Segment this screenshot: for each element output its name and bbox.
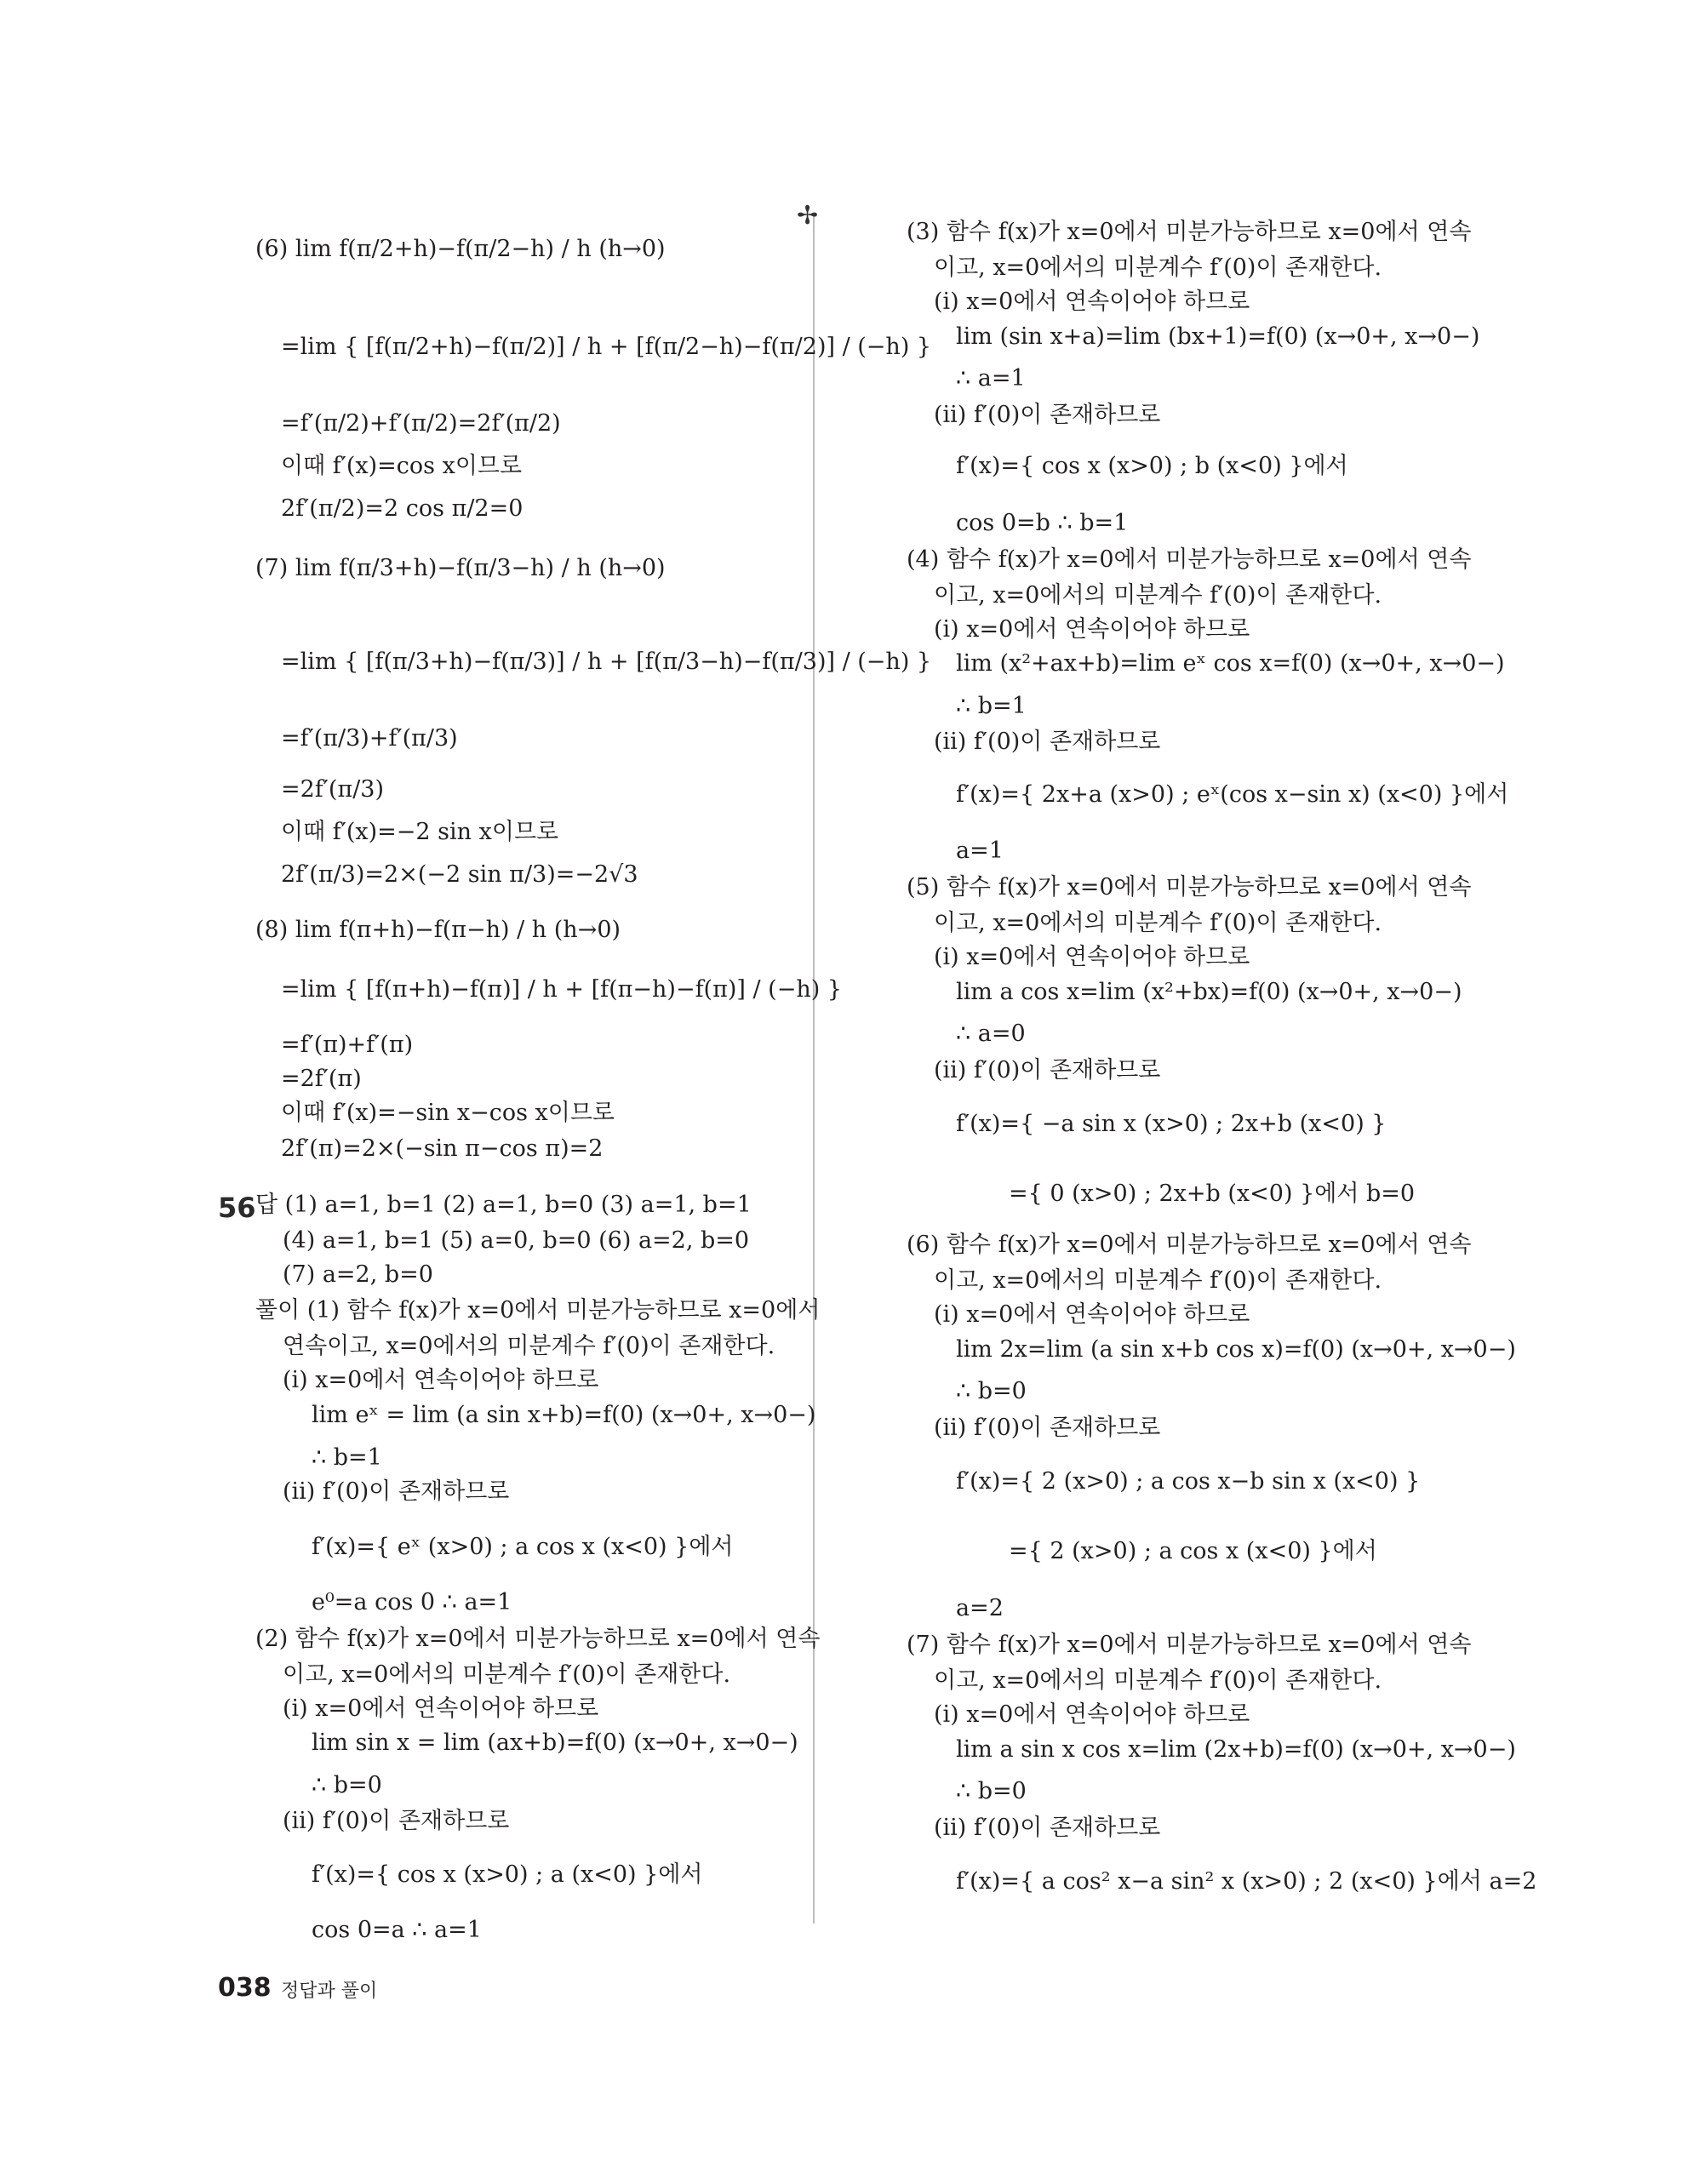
solution-line: =2f′(π) bbox=[281, 1066, 362, 1092]
solution-line: (ⅰ) x=0에서 연속이어야 하므로 bbox=[934, 944, 1250, 970]
solution-line: lim eˣ = lim (a sin x+b)=f(0) (x→0+, x→0−) bbox=[312, 1402, 816, 1428]
solution-line: =lim { [f(π+h)−f(π)] / h + [f(π−h)−f(π)] / (−h) } bbox=[281, 976, 843, 1003]
solution-line: =f′(π/2)+f′(π/2)=2f′(π/2) bbox=[281, 410, 561, 437]
solution-line: 이고, x=0에서의 미분계수 f′(0)이 존재한다. bbox=[934, 582, 1382, 609]
solution-line: lim sin x = lim (ax+b)=f(0) (x→0+, x→0−) bbox=[312, 1729, 798, 1756]
solution-line: (2) 함수 f(x)가 x=0에서 미분가능하므로 x=0에서 연속 bbox=[255, 1626, 821, 1652]
solution-line: (6) 함수 f(x)가 x=0에서 미분가능하므로 x=0에서 연속 bbox=[907, 1232, 1472, 1258]
solution-line: 이고, x=0에서의 미분계수 f′(0)이 존재한다. bbox=[283, 1661, 731, 1688]
solution-line: 답 (1) a=1, b=1 (2) a=1, b=0 (3) a=1, b=1 bbox=[255, 1192, 752, 1218]
solution-line: (ⅱ) f′(0)이 존재하므로 bbox=[283, 1478, 510, 1505]
solution-line: =f′(π/3)+f′(π/3) bbox=[281, 725, 458, 752]
solution-line: cos 0=b ∴ b=1 bbox=[956, 510, 1129, 536]
solution-line: (ⅱ) f′(0)이 존재하므로 bbox=[934, 729, 1161, 755]
solution-line: (6) lim f(π/2+h)−f(π/2−h) / h (h→0) bbox=[255, 236, 666, 262]
solution-line: (3) 함수 f(x)가 x=0에서 미분가능하므로 x=0에서 연속 bbox=[907, 219, 1472, 245]
solution-line: lim (sin x+a)=lim (bx+1)=f(0) (x→0+, x→0−) bbox=[956, 323, 1480, 350]
solution-line: (7) 함수 f(x)가 x=0에서 미분가능하므로 x=0에서 연속 bbox=[907, 1632, 1472, 1658]
solution-line: (ⅰ) x=0에서 연속이어야 하므로 bbox=[934, 1701, 1250, 1728]
solution-line: (ⅰ) x=0에서 연속이어야 하므로 bbox=[283, 1695, 599, 1722]
question-number: 56 bbox=[218, 1192, 256, 1224]
solution-line: f′(x)={ 2 (x>0) ; a cos x−b sin x (x<0) } bbox=[956, 1468, 1421, 1495]
solution-line: 이때 f′(x)=cos x이므로 bbox=[281, 453, 523, 479]
solution-line: (4) 함수 f(x)가 x=0에서 미분가능하므로 x=0에서 연속 bbox=[907, 546, 1472, 573]
solution-line: 2f′(π/3)=2×(−2 sin π/3)=−2√3 bbox=[281, 861, 638, 888]
solution-line: f′(x)={ a cos² x−a sin² x (x>0) ; 2 (x<0) }에서 a=2 bbox=[956, 1868, 1537, 1895]
page-number: 038 bbox=[218, 1973, 272, 2003]
solution-line: ∴ b=0 bbox=[956, 1778, 1027, 1804]
solution-line: cos 0=a ∴ a=1 bbox=[312, 1917, 482, 1943]
solution-line: f′(x)={ −a sin x (x>0) ; 2x+b (x<0) } bbox=[956, 1111, 1387, 1137]
solution-line: f′(x)={ eˣ (x>0) ; a cos x (x<0) }에서 bbox=[312, 1534, 734, 1560]
solution-line: ={ 2 (x>0) ; a cos x (x<0) }에서 bbox=[1009, 1538, 1377, 1564]
solution-line: e⁰=a cos 0 ∴ a=1 bbox=[312, 1589, 512, 1615]
solution-line: 이때 f′(x)=−sin x−cos x이므로 bbox=[281, 1100, 615, 1126]
solution-line: 이고, x=0에서의 미분계수 f′(0)이 존재한다. bbox=[934, 254, 1382, 281]
solution-line: (5) 함수 f(x)가 x=0에서 미분가능하므로 x=0에서 연속 bbox=[907, 874, 1472, 900]
solution-line: a=2 bbox=[956, 1595, 1004, 1621]
solution-line: ∴ b=0 bbox=[312, 1772, 382, 1798]
solution-line: f′(x)={ cos x (x>0) ; a (x<0) }에서 bbox=[312, 1861, 703, 1888]
solution-line: 2f′(π/2)=2 cos π/2=0 bbox=[281, 495, 523, 522]
solution-line: =lim { [f(π/3+h)−f(π/3)] / h + [f(π/3−h)−f(π/3)] / (−h) } bbox=[281, 649, 932, 675]
solution-line: =f′(π)+f′(π) bbox=[281, 1032, 414, 1058]
solution-line: ∴ b=1 bbox=[956, 693, 1027, 719]
solution-line: lim 2x=lim (a sin x+b cos x)=f(0) (x→0+, x→0−) bbox=[956, 1336, 1516, 1363]
solution-line: ∴ b=1 bbox=[312, 1444, 382, 1471]
solution-line: (ⅰ) x=0에서 연속이어야 하므로 bbox=[934, 289, 1250, 315]
solution-line: (ⅱ) f′(0)이 존재하므로 bbox=[934, 1415, 1161, 1441]
solution-line: =lim { [f(π/2+h)−f(π/2)] / h + [f(π/2−h)−f(π/2)] / (−h) } bbox=[281, 334, 932, 360]
solution-line: (8) lim f(π+h)−f(π−h) / h (h→0) bbox=[255, 917, 621, 943]
solution-line: 2f′(π)=2×(−sin π−cos π)=2 bbox=[281, 1135, 604, 1162]
solution-line: (4) a=1, b=1 (5) a=0, b=0 (6) a=2, b=0 bbox=[283, 1227, 750, 1254]
solution-line: ∴ b=0 bbox=[956, 1378, 1027, 1404]
solution-line: (ⅰ) x=0에서 연속이어야 하므로 bbox=[283, 1367, 599, 1393]
solution-line: ∴ a=0 bbox=[956, 1021, 1026, 1047]
solution-line: ={ 0 (x>0) ; 2x+b (x<0) }에서 b=0 bbox=[1009, 1181, 1416, 1207]
solution-line: 연속이고, x=0에서의 미분계수 f′(0)이 존재한다. bbox=[283, 1333, 775, 1359]
solution-line: f′(x)={ 2x+a (x>0) ; eˣ(cos x−sin x) (x<0) }에서 bbox=[956, 781, 1509, 808]
solution-line: ∴ a=1 bbox=[956, 365, 1026, 392]
solution-line: (ⅰ) x=0에서 연속이어야 하므로 bbox=[934, 616, 1250, 643]
solution-line: 이때 f′(x)=−2 sin x이므로 bbox=[281, 819, 559, 845]
solution-line: (7) a=2, b=0 bbox=[283, 1261, 433, 1288]
solution-line: 이고, x=0에서의 미분계수 f′(0)이 존재한다. bbox=[934, 910, 1382, 936]
solution-line: (ⅱ) f′(0)이 존재하므로 bbox=[934, 1057, 1161, 1083]
footer-label: 정답과 풀이 bbox=[281, 1981, 378, 2002]
solution-line: lim a cos x=lim (x²+bx)=f(0) (x→0+, x→0−) bbox=[956, 979, 1462, 1005]
column-divider bbox=[813, 213, 815, 1924]
solution-line: lim (x²+ax+b)=lim eˣ cos x=f(0) (x→0+, x→0−) bbox=[956, 650, 1505, 677]
solution-line: (7) lim f(π/3+h)−f(π/3−h) / h (h→0) bbox=[255, 555, 666, 581]
solution-line: (ⅱ) f′(0)이 존재하므로 bbox=[283, 1808, 510, 1834]
solution-line: =2f′(π/3) bbox=[281, 776, 385, 803]
solution-line: f′(x)={ cos x (x>0) ; b (x<0) }에서 bbox=[956, 453, 1348, 479]
solution-line: 이고, x=0에서의 미분계수 f′(0)이 존재한다. bbox=[934, 1267, 1382, 1294]
solution-line: (ⅱ) f′(0)이 존재하므로 bbox=[934, 1815, 1161, 1841]
solution-line: (ⅰ) x=0에서 연속이어야 하므로 bbox=[934, 1301, 1250, 1328]
ornament-icon: ✢ bbox=[797, 201, 819, 231]
solution-line: 이고, x=0에서의 미분계수 f′(0)이 존재한다. bbox=[934, 1667, 1382, 1694]
solution-line: 풀이 (1) 함수 f(x)가 x=0에서 미분가능하므로 x=0에서 bbox=[255, 1297, 821, 1324]
solution-line: lim a sin x cos x=lim (2x+b)=f(0) (x→0+, x→0−) bbox=[956, 1736, 1516, 1763]
solution-line: (ⅱ) f′(0)이 존재하므로 bbox=[934, 402, 1161, 428]
solution-line: a=1 bbox=[956, 838, 1004, 864]
